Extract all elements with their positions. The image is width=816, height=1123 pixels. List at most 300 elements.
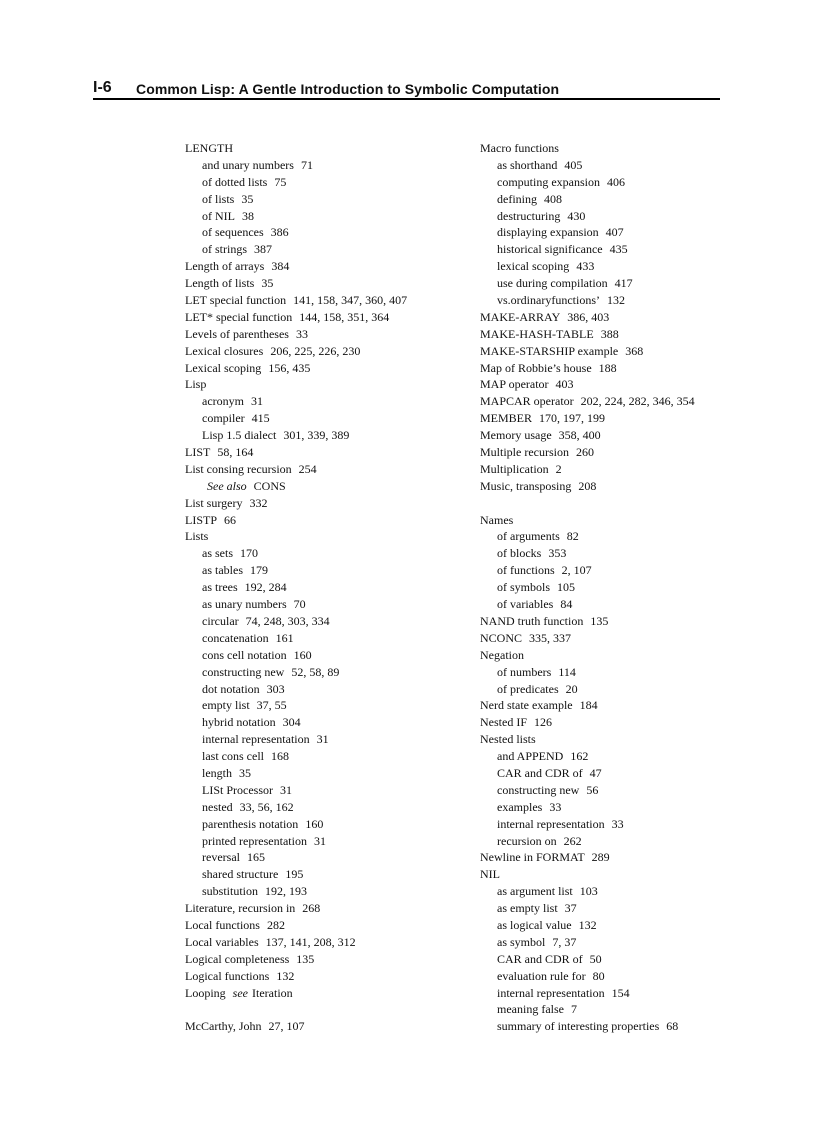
index-term: Lisp <box>185 377 207 392</box>
page-refs: 37, 55 <box>256 698 287 713</box>
index-term: LENGTH <box>185 141 233 155</box>
index-term: empty list <box>202 698 250 713</box>
index-term: of symbols <box>497 580 551 595</box>
page-refs: 192, 284 <box>244 580 287 595</box>
page-refs: 165 <box>246 850 265 865</box>
index-term: LIST <box>185 445 211 460</box>
index-entry <box>480 360 780 377</box>
index-term: of variables <box>497 597 554 612</box>
cross-reference: CONS <box>253 478 286 493</box>
page-refs: 433 <box>576 259 595 274</box>
index-entry <box>480 309 780 326</box>
page-refs: 179 <box>250 563 268 578</box>
page-refs: 188 <box>598 360 617 375</box>
index-subentry <box>480 765 780 782</box>
index-subentry <box>480 816 780 833</box>
index-term: Length of arrays <box>185 259 265 274</box>
index-entry <box>185 512 465 529</box>
page-refs: 387 <box>254 242 272 257</box>
index-entry <box>480 326 780 343</box>
page-refs: 208 <box>578 478 597 493</box>
index-subentry <box>480 579 780 596</box>
page-refs: 407 <box>605 225 624 240</box>
index-term: of lists <box>202 191 235 206</box>
page-refs: 289 <box>591 850 610 865</box>
page-refs: 31 <box>250 394 263 409</box>
index-term: and unary numbers <box>202 157 294 172</box>
page-refs: 405 <box>564 157 583 172</box>
index-term: NIL <box>480 867 500 882</box>
index-term: as empty list <box>497 901 558 916</box>
page-refs: 408 <box>544 191 562 206</box>
page-refs: 132 <box>276 968 295 983</box>
index-entry <box>480 714 780 731</box>
index-subentry <box>185 174 465 191</box>
index-entry <box>480 512 780 529</box>
index-term: destructuring <box>497 208 561 223</box>
page-refs: 304 <box>282 715 301 730</box>
page-refs: 84 <box>560 597 573 612</box>
index-term: McCarthy, John <box>185 1019 262 1034</box>
index-term: of strings <box>202 242 247 257</box>
index-term: LISt Processor <box>202 782 273 797</box>
index-term: Music, transposing <box>480 478 572 493</box>
index-entry <box>480 630 780 647</box>
index-entry <box>480 613 780 630</box>
page-refs: 192, 193 <box>265 884 308 899</box>
page-refs: 2 <box>555 461 562 476</box>
page-refs: 332 <box>249 495 268 510</box>
index-subentry <box>185 427 465 444</box>
index-term: use during compilation <box>497 276 608 291</box>
index-term: LET special function <box>185 293 287 308</box>
index-term: length <box>202 765 232 780</box>
index-subentry <box>480 934 780 951</box>
index-entry <box>480 849 780 866</box>
index-subentry <box>185 157 465 174</box>
index-subentry <box>480 951 780 968</box>
index-term: meaning false <box>497 1002 564 1017</box>
page-refs: 103 <box>579 884 598 899</box>
index-subentry <box>480 224 780 241</box>
index-term: cons cell notation <box>202 647 287 662</box>
index-subentry <box>480 799 780 816</box>
index-term: circular <box>202 613 239 628</box>
page-refs: 195 <box>285 867 304 882</box>
index-entry <box>480 410 780 427</box>
index-entry <box>185 309 465 326</box>
index-term: nested <box>202 799 233 814</box>
page-refs: 160 <box>293 647 312 662</box>
page-refs: 303 <box>266 681 285 696</box>
index-subentry <box>480 748 780 765</box>
index-entry <box>185 326 465 343</box>
index-entry <box>185 495 465 512</box>
page-refs: 168 <box>270 749 289 764</box>
index-entry <box>480 376 780 393</box>
index-entry <box>185 917 465 934</box>
cross-reference: Iteration <box>252 985 293 1000</box>
index-term: MAPCAR operator <box>480 394 574 409</box>
index-subentry <box>480 833 780 850</box>
page-refs: 335, 337 <box>529 630 572 645</box>
index-subentry <box>185 478 465 495</box>
page-refs: 282 <box>266 917 285 932</box>
index-entry <box>185 968 465 985</box>
page-refs: 105 <box>557 580 576 595</box>
page-refs: 403 <box>555 377 574 392</box>
page-refs: 388 <box>600 326 619 341</box>
page-refs: 56 <box>586 782 599 797</box>
index-term: NCONC <box>480 630 523 645</box>
page-refs: 260 <box>575 445 594 460</box>
page-refs: 415 <box>251 411 270 426</box>
index-term: constructing new <box>497 782 580 797</box>
index-entry <box>480 866 780 883</box>
index-subentry <box>185 731 465 748</box>
index-subentry <box>185 596 465 613</box>
index-subentry <box>480 664 780 681</box>
index-subentry <box>185 545 465 562</box>
index-subentry <box>480 258 780 275</box>
index-entry <box>185 140 465 157</box>
index-term: parenthesis notation <box>202 816 299 831</box>
index-term: MEMBER <box>480 411 533 426</box>
index-subentry <box>480 985 780 1002</box>
index-subentry <box>185 883 465 900</box>
page-refs: 417 <box>614 276 633 291</box>
page-refs: 160 <box>305 816 324 831</box>
index-column-left <box>185 140 465 1035</box>
page-refs: 132 <box>578 917 597 932</box>
index-subentry <box>185 681 465 698</box>
page-refs: 161 <box>275 630 294 645</box>
index-term: NAND truth function <box>480 613 584 628</box>
index-subentry <box>480 681 780 698</box>
index-term: Multiplication <box>480 461 549 476</box>
page-refs: 68 <box>666 1019 679 1034</box>
page-refs: 170, 197, 199 <box>539 411 606 426</box>
page-refs: 37 <box>564 901 577 916</box>
index-term: as unary numbers <box>202 597 287 612</box>
index-subentry <box>480 208 780 225</box>
index-entry <box>480 731 780 748</box>
index-entry <box>185 444 465 461</box>
index-term: internal representation <box>497 816 605 831</box>
index-term: concatenation <box>202 630 269 645</box>
index-term: Looping <box>185 985 226 1000</box>
index-entry <box>185 985 465 1002</box>
page-refs: 58, 164 <box>217 445 254 460</box>
page-refs: 126 <box>534 715 552 730</box>
index-subentry <box>185 647 465 664</box>
index-term: of predicates <box>497 681 559 696</box>
page-refs: 386 <box>270 225 289 240</box>
index-subentry <box>185 748 465 765</box>
index-entry <box>185 934 465 951</box>
blank-line <box>480 495 780 512</box>
index-subentry <box>185 191 465 208</box>
index-term: Lexical closures <box>185 343 264 358</box>
page-refs: 2, 107 <box>561 563 592 578</box>
index-term: Nested IF <box>480 715 527 730</box>
index-term: of sequences <box>202 225 264 240</box>
index-subentry <box>480 275 780 292</box>
index-term: compiler <box>202 411 245 426</box>
see-label: see <box>232 985 248 1000</box>
index-term: hybrid notation <box>202 715 276 730</box>
index-entry <box>185 343 465 360</box>
index-term: Length of lists <box>185 276 255 291</box>
index-term: Newline in FORMAT <box>480 850 585 865</box>
index-subentry <box>185 866 465 883</box>
index-term: of numbers <box>497 664 552 679</box>
page-refs: 7, 37 <box>552 934 577 949</box>
index-term: MAKE-ARRAY <box>480 309 561 324</box>
index-subentry <box>185 410 465 427</box>
index-term: of arguments <box>497 529 560 544</box>
index-term: recursion on <box>497 833 557 848</box>
index-term: internal representation <box>497 985 605 1000</box>
index-term: as shorthand <box>497 157 558 172</box>
index-term: Map of Robbie’s house <box>480 360 592 375</box>
page-refs: 33 <box>611 816 624 831</box>
index-term: substitution <box>202 884 259 899</box>
page-number: I-6 <box>93 79 112 96</box>
page-refs: 80 <box>592 968 605 983</box>
index-term: CAR and CDR of <box>497 951 583 966</box>
index-term: Macro functions <box>480 141 559 155</box>
index-term: Nerd state example <box>480 698 573 713</box>
page-refs: 71 <box>300 157 313 172</box>
index-term: List consing recursion <box>185 461 292 476</box>
page-refs: 206, 225, 226, 230 <box>270 343 361 358</box>
index-term: computing expansion <box>497 174 600 189</box>
page-refs: 132 <box>606 293 625 308</box>
page-refs: 27, 107 <box>268 1019 305 1034</box>
page-refs: 141, 158, 347, 360, 407 <box>293 293 408 308</box>
page-refs: 254 <box>298 461 317 476</box>
index-entry <box>185 951 465 968</box>
index-term: LISTP <box>185 512 218 527</box>
page-refs: 170 <box>240 546 258 561</box>
page-refs: 7 <box>570 1002 577 1017</box>
index-entry <box>185 258 465 275</box>
see-also-label: See also <box>207 478 247 493</box>
page-refs: 75 <box>274 174 287 189</box>
index-subentry <box>480 1001 780 1018</box>
page-refs: 35 <box>241 191 254 206</box>
index-subentry <box>480 596 780 613</box>
index-subentry <box>185 799 465 816</box>
page-refs: 74, 248, 303, 334 <box>245 613 330 628</box>
index-subentry <box>480 528 780 545</box>
index-subentry <box>185 664 465 681</box>
index-subentry <box>185 782 465 799</box>
index-entry <box>480 478 780 495</box>
page-refs: 406 <box>606 174 625 189</box>
index-term: defining <box>497 191 537 206</box>
index-subentry <box>480 968 780 985</box>
index-term: Names <box>480 512 514 527</box>
page-refs: 31 <box>316 732 329 747</box>
page-refs: 31 <box>280 782 292 797</box>
index-term: Logical functions <box>185 968 270 983</box>
index-term: and APPEND <box>497 749 564 764</box>
index-subentry <box>185 765 465 782</box>
index-term: examples <box>497 799 543 814</box>
index-term: dot notation <box>202 681 260 696</box>
index-term: Memory usage <box>480 428 552 443</box>
index-term: evaluation rule for <box>497 968 586 983</box>
page-refs: 154 <box>611 985 630 1000</box>
index-term: Lists <box>185 529 209 544</box>
index-term: summary of interesting properties <box>497 1019 660 1034</box>
index-term: reversal <box>202 850 240 865</box>
page-refs: 268 <box>302 901 321 916</box>
page-refs: 50 <box>589 951 602 966</box>
index-term: Multiple recursion <box>480 445 569 460</box>
page-refs: 262 <box>563 833 582 848</box>
index-column-right <box>480 140 780 1035</box>
page-refs: 353 <box>548 546 567 561</box>
book-title: Common Lisp: A Gentle Introduction to Symbolic Computation <box>136 81 560 97</box>
page-refs: 33 <box>295 326 308 341</box>
index-entry <box>480 697 780 714</box>
index-subentry <box>480 241 780 258</box>
index-term: as symbol <box>497 934 546 949</box>
index-term: historical significance <box>497 242 603 257</box>
page-refs: 114 <box>558 664 576 679</box>
index-term: as logical value <box>497 917 572 932</box>
index-term: MAP operator <box>480 377 549 392</box>
index-term: Lisp 1.5 dialect <box>202 428 277 443</box>
index-subentry <box>185 833 465 850</box>
index-entry <box>185 1018 465 1035</box>
index-subentry <box>185 630 465 647</box>
index-term: of NIL <box>202 208 235 223</box>
index-term: Local variables <box>185 934 259 949</box>
index-subentry <box>185 224 465 241</box>
index-entry <box>185 275 465 292</box>
index-entry <box>185 461 465 478</box>
index-subentry <box>480 562 780 579</box>
index-subentry <box>185 613 465 630</box>
index-term: printed representation <box>202 833 307 848</box>
index-entry <box>480 647 780 664</box>
page-refs: 33 <box>549 799 562 814</box>
index-subentry <box>185 714 465 731</box>
index-subentry <box>480 782 780 799</box>
index-subentry <box>480 883 780 900</box>
index-term: CAR and CDR of <box>497 765 583 780</box>
index-term: Nested lists <box>480 732 536 747</box>
index-term: of blocks <box>497 546 542 561</box>
index-subentry <box>185 579 465 596</box>
index-term: List surgery <box>185 495 243 510</box>
index-term: internal representation <box>202 732 310 747</box>
page-refs: 202, 224, 282, 346, 354 <box>580 394 695 409</box>
page-refs: 35 <box>261 276 274 291</box>
index-term: as argument list <box>497 884 573 899</box>
index-term: acronym <box>202 394 244 409</box>
index-subentry <box>480 157 780 174</box>
index-term: Local functions <box>185 917 260 932</box>
index-subentry <box>480 917 780 934</box>
index-entry <box>480 140 780 157</box>
index-term: Literature, recursion in <box>185 901 296 916</box>
page-refs: 82 <box>566 529 579 544</box>
page-refs: 386, 403 <box>567 309 610 324</box>
page-refs: 31 <box>313 833 326 848</box>
index-entry <box>480 427 780 444</box>
page-refs: 52, 58, 89 <box>291 664 340 679</box>
page-refs: 162 <box>570 749 589 764</box>
page-refs: 430 <box>567 208 586 223</box>
index-entry <box>185 528 465 545</box>
index-entry <box>185 376 465 393</box>
index-subentry <box>185 393 465 410</box>
index-term: last cons cell <box>202 749 264 764</box>
index-term: as trees <box>202 580 238 595</box>
index-entry <box>185 900 465 917</box>
index-term: lexical scoping <box>497 259 570 274</box>
blank-line <box>185 1001 465 1018</box>
page-refs: 368 <box>625 343 644 358</box>
page-refs: 184 <box>579 698 598 713</box>
index-term: Logical completeness <box>185 951 290 966</box>
index-term: LET* special function <box>185 309 293 324</box>
index-term: MAKE-STARSHIP example <box>480 343 619 358</box>
index-term: vs.ordinaryfunctions’ <box>497 293 600 308</box>
index-subentry <box>185 562 465 579</box>
page-refs: 135 <box>296 951 315 966</box>
index-entry <box>480 461 780 478</box>
page-refs: 20 <box>565 681 578 696</box>
index-term: of functions <box>497 563 555 578</box>
index-term: of dotted lists <box>202 174 268 189</box>
index-term: Levels of parentheses <box>185 326 289 341</box>
index-subentry <box>480 174 780 191</box>
page-refs: 70 <box>293 597 306 612</box>
index-term: shared structure <box>202 867 279 882</box>
index-subentry <box>480 292 780 309</box>
page-refs: 358, 400 <box>558 428 601 443</box>
page-refs: 156, 435 <box>268 360 311 375</box>
index-term: as tables <box>202 563 243 578</box>
index-subentry <box>185 208 465 225</box>
page-refs: 33, 56, 162 <box>239 799 294 814</box>
page-refs: 66 <box>224 512 237 527</box>
page-refs: 35 <box>239 765 251 780</box>
index-term: Negation <box>480 647 524 662</box>
page-refs: 137, 141, 208, 312 <box>265 934 356 949</box>
page-refs: 435 <box>609 242 628 257</box>
index-subentry <box>185 816 465 833</box>
index-subentry <box>480 1018 780 1035</box>
index-entry <box>480 343 780 360</box>
index-subentry <box>185 849 465 866</box>
page-refs: 135 <box>590 613 609 628</box>
page-refs: 38 <box>242 208 254 223</box>
page-refs: 301, 339, 389 <box>283 428 350 443</box>
index-entry <box>185 360 465 377</box>
index-entry <box>480 393 780 410</box>
index-subentry <box>185 697 465 714</box>
index-term: constructing new <box>202 664 285 679</box>
index-subentry <box>480 191 780 208</box>
index-term: MAKE-HASH-TABLE <box>480 326 594 341</box>
